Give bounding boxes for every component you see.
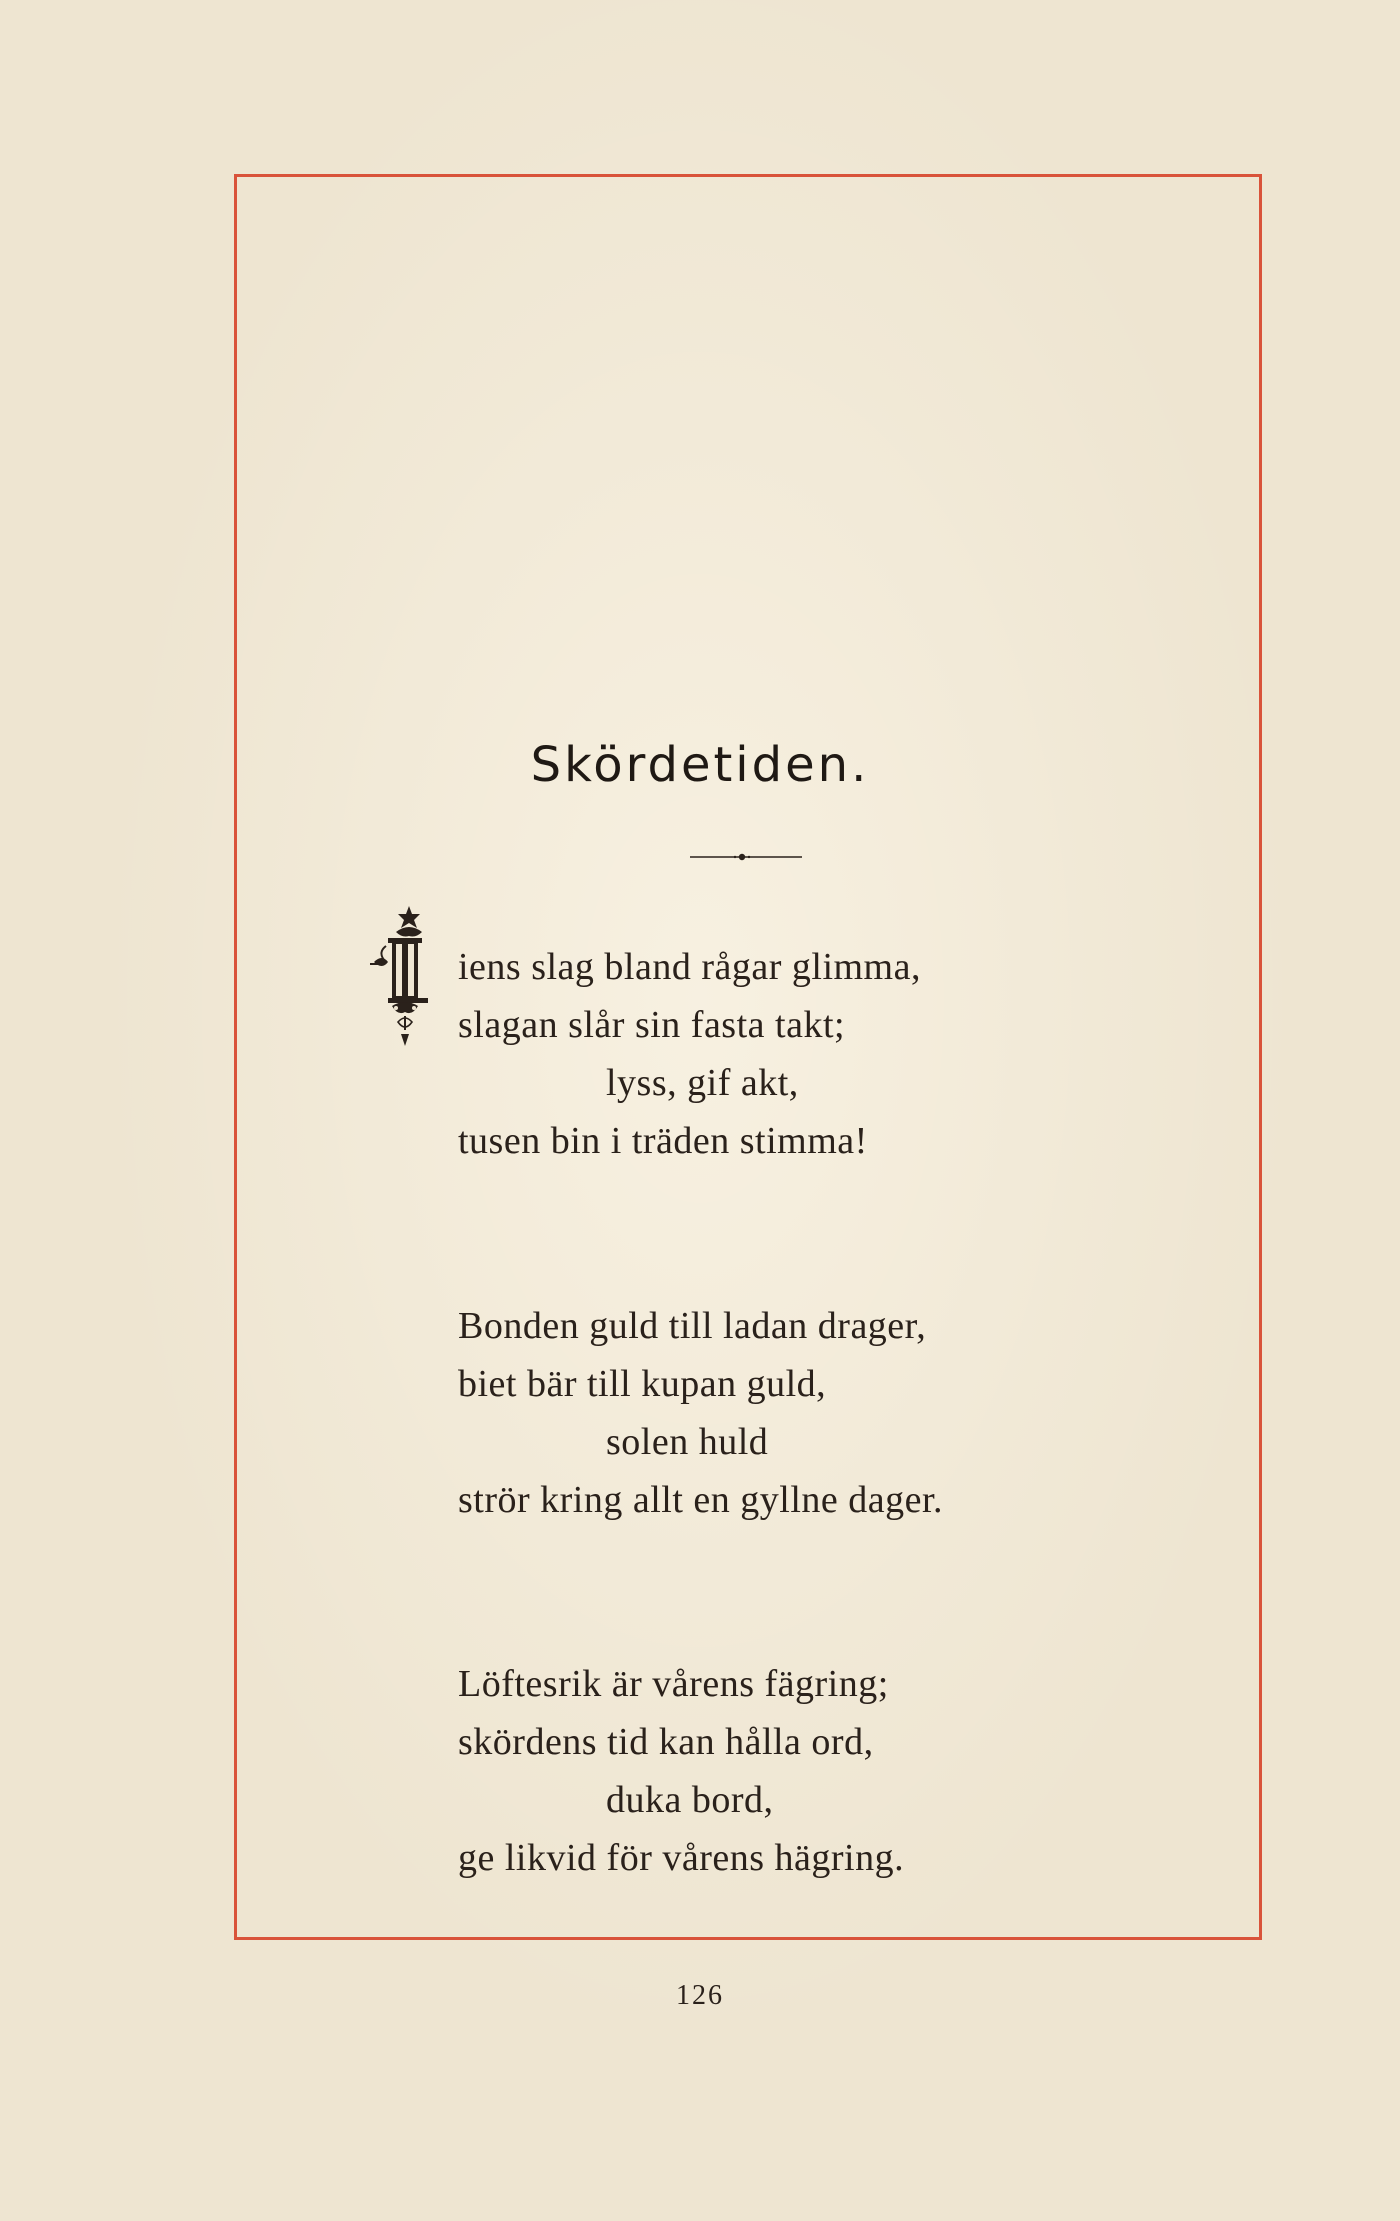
page-number: 126 bbox=[676, 1980, 724, 2011]
stanza-1 bbox=[458, 938, 1078, 1170]
poem-title: Skördetiden. bbox=[530, 737, 870, 793]
verse-line: solen huld bbox=[606, 1421, 769, 1463]
stanza-2 bbox=[458, 1297, 1078, 1529]
verse-line: strör kring allt en gyllne dager. bbox=[458, 1479, 944, 1521]
verse-line: Löftesrik är vårens fägring; bbox=[458, 1663, 889, 1705]
verse-line: Bonden guld till ladan drager, bbox=[458, 1305, 927, 1347]
verse-line: tusen bin i träden stimma! bbox=[458, 1120, 868, 1162]
verse-line: skördens tid kan hålla ord, bbox=[458, 1721, 874, 1763]
verse-line: biet bär till kupan guld, bbox=[458, 1363, 827, 1405]
verse-line: lyss, gif akt, bbox=[606, 1062, 799, 1104]
verse-line: slagan slår sin fasta takt; bbox=[458, 1004, 846, 1046]
verse-line: ge likvid för vårens hägring. bbox=[458, 1837, 905, 1879]
verse-line: iens slag bland rågar glimma, bbox=[458, 946, 921, 988]
stanza-3 bbox=[458, 1655, 1078, 1887]
verse-line: duka bord, bbox=[606, 1779, 774, 1821]
title-ornament-divider bbox=[690, 853, 802, 861]
ornamental-initial-letter bbox=[368, 902, 450, 1050]
